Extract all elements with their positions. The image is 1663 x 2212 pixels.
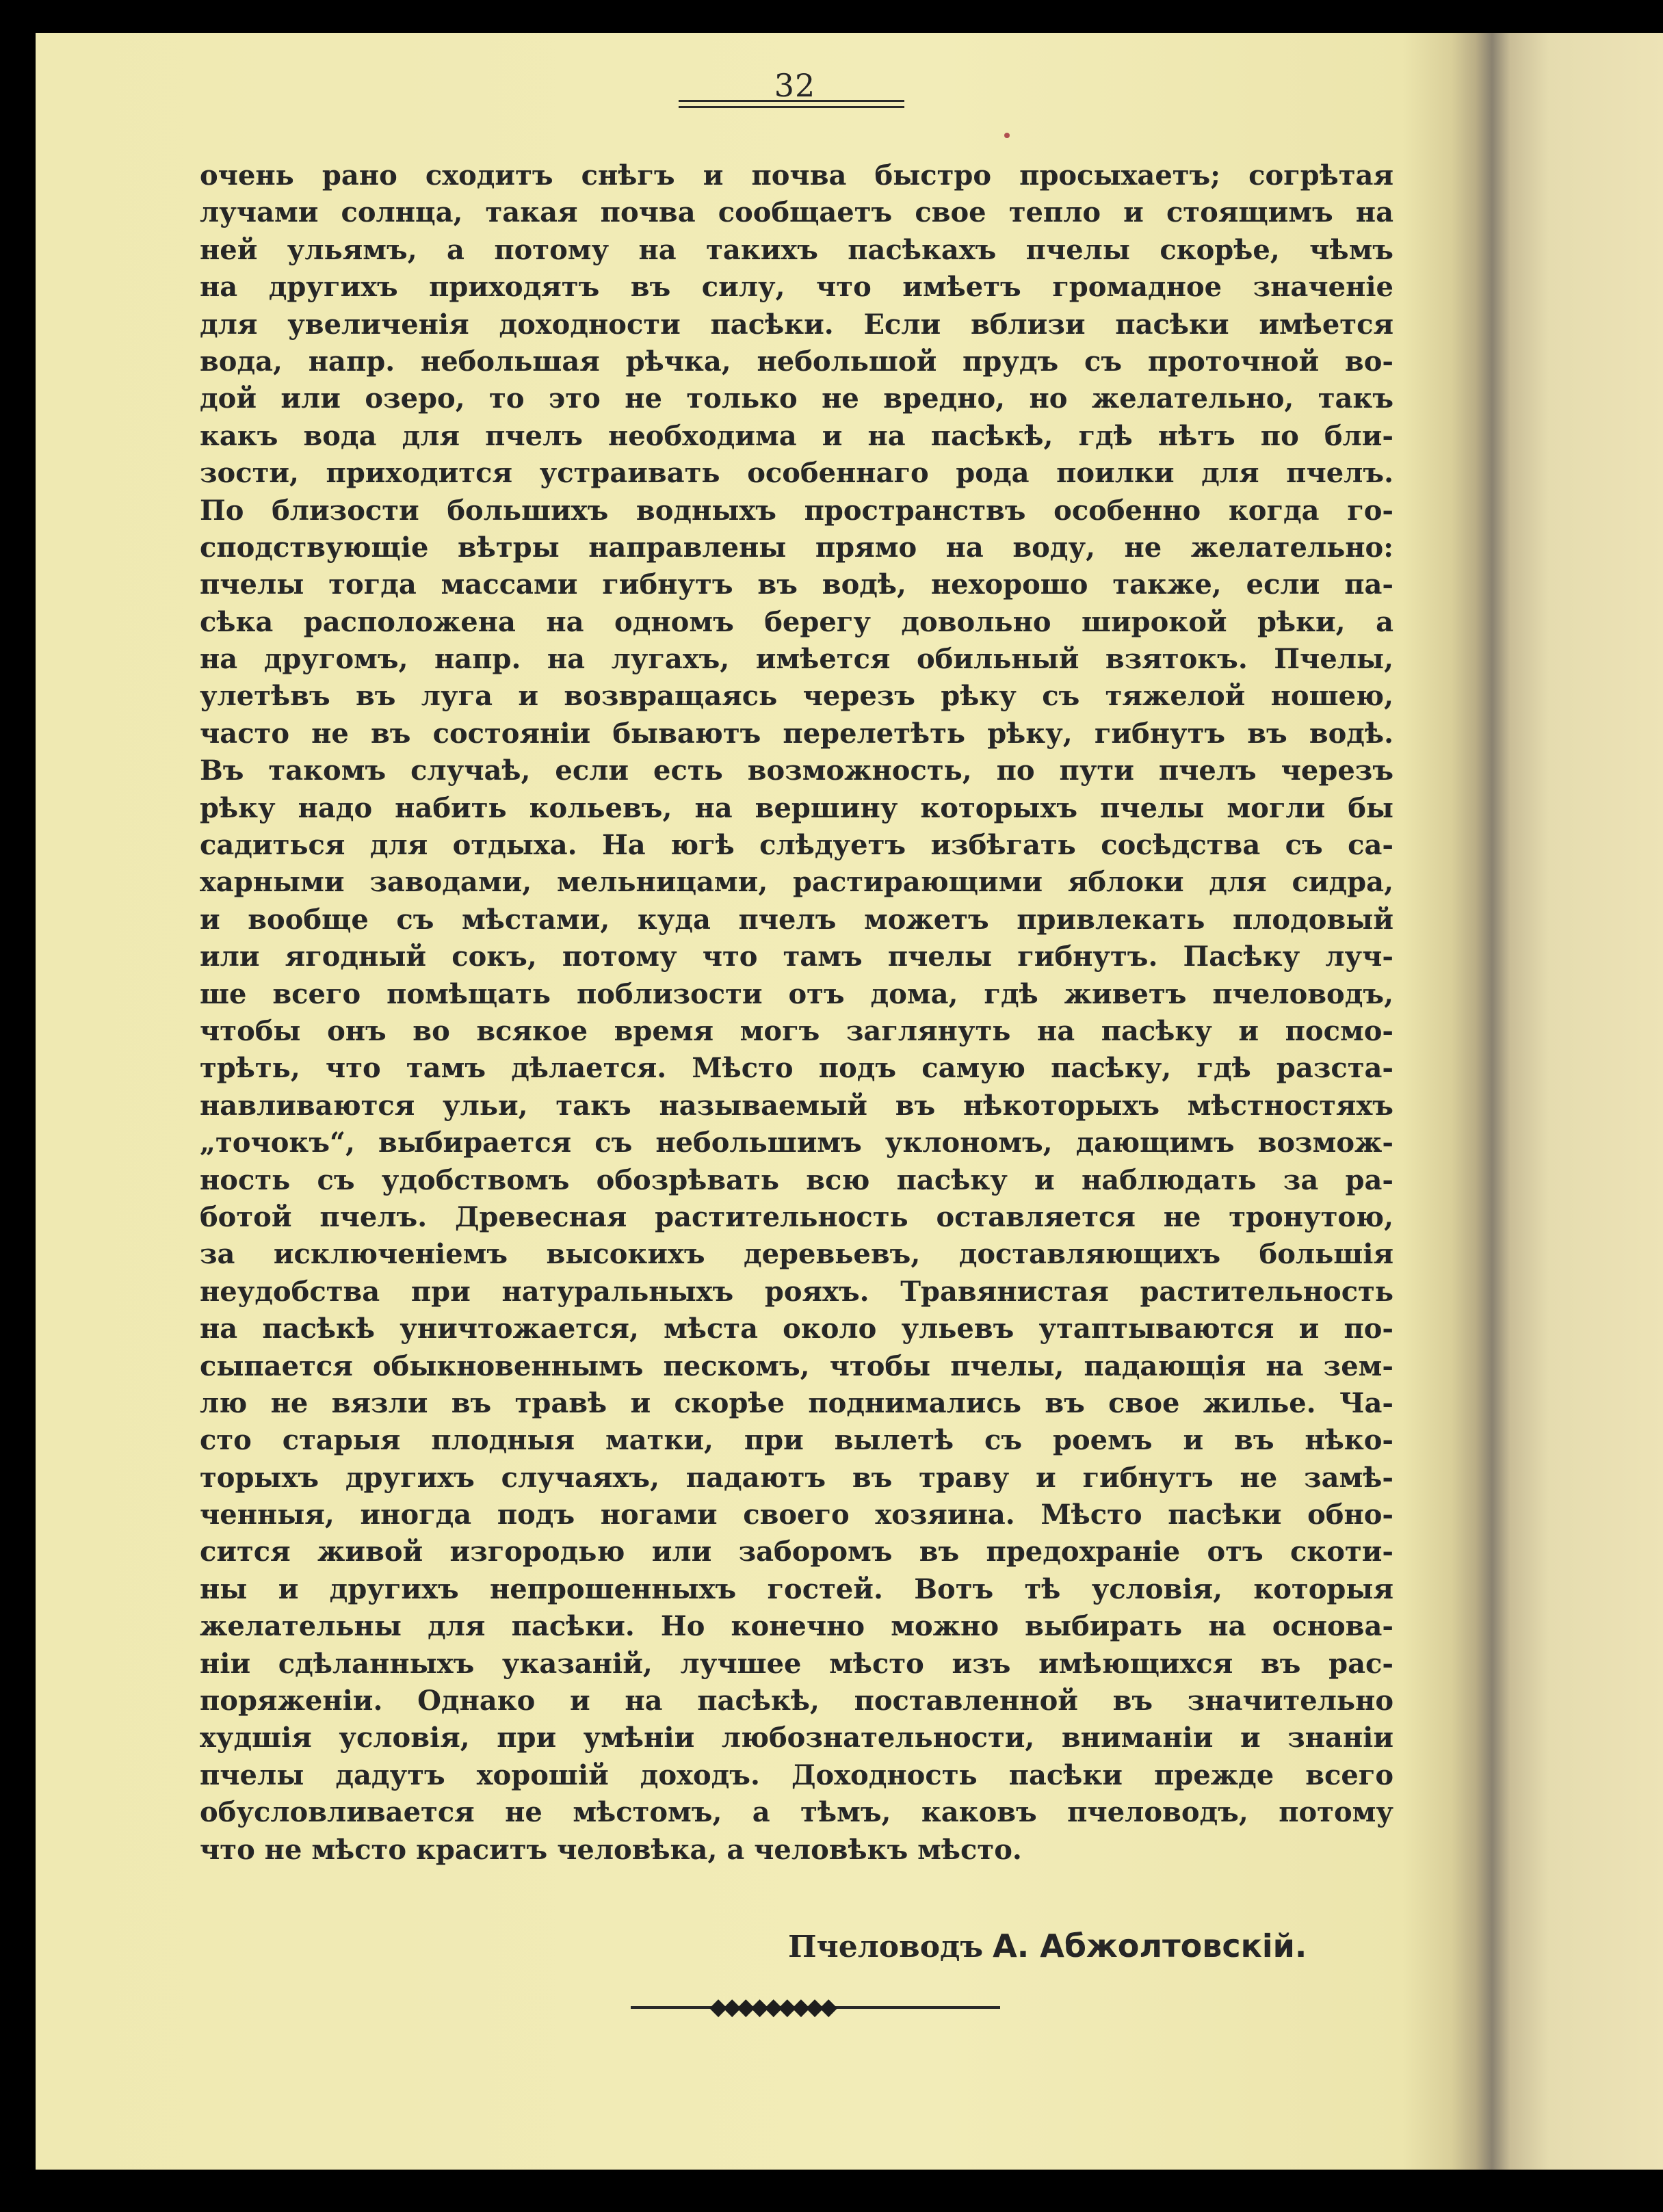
text-line: чтобы онъ во всякое время могъ заглянуть на пасѣку и посмо- [200, 1014, 1393, 1047]
text-line: ность съ удобствомъ обозрѣвать всю пасѣку и наблюдать за ра- [200, 1163, 1393, 1196]
text-line: лучами солнца, такая почва сообщаетъ свое тепло и стоящимъ на [200, 196, 1393, 229]
ink-speck [1004, 133, 1010, 138]
text-line: ны и другихъ непрошенныхъ гостей. Вотъ тѣ условія, которыя [200, 1572, 1393, 1605]
text-line: дой или озеро, то это не только не вредно, но желательно, такъ [200, 382, 1393, 415]
text-line: сится живой изгородью или заборомъ въ предохраніе отъ скоти- [200, 1536, 1393, 1568]
text-line: сто старыя плодныя матки, при вылетѣ съ роемъ и въ нѣко- [200, 1424, 1393, 1457]
article-text [200, 157, 1393, 1869]
text-line: что не мѣсто краситъ человѣка, а человѣкъ мѣсто. [200, 1833, 1022, 1866]
closing-ornament [631, 1993, 1000, 2020]
page-number: 32 [774, 67, 816, 104]
text-line: лю не вязли въ травѣ и скорѣе поднимались въ свое жилье. Ча- [200, 1386, 1393, 1419]
text-line: ботой пчелъ. Древесная растительность оставляется не тронутою, [200, 1200, 1393, 1233]
text-line: за исключеніемъ высокихъ деревьевъ, доставляющихъ большія [200, 1238, 1393, 1271]
text-line: зости, приходится устраивать особеннаго рода поилки для пчелъ. [200, 457, 1393, 490]
author-signature [788, 1927, 1307, 1964]
text-line: По близости большихъ водныхъ пространствъ особенно когда го- [200, 494, 1393, 527]
text-line: очень рано сходитъ снѣгъ и почва быстро просыхаетъ; согрѣтая [200, 159, 1393, 192]
text-line: пчелы тогда массами гибнутъ въ водѣ, нехорошо также, если па- [200, 568, 1393, 601]
text-line: пчелы дадутъ хорошій доходъ. Доходность пасѣки прежде всего [200, 1759, 1393, 1791]
text-line: торыхъ другихъ случаяхъ, падаютъ въ траву и гибнутъ не замѣ- [200, 1461, 1393, 1494]
text-line: ней ульямъ, а потому на такихъ пасѣкахъ пчелы скорѣе, чѣмъ [200, 233, 1393, 266]
text-line: часто не въ состояніи бываютъ перелетѣть рѣку, гибнутъ въ водѣ. [200, 717, 1393, 750]
text-line: ніи сдѣланныхъ указаній, лучшее мѣсто изъ имѣющихся въ рас- [200, 1647, 1393, 1680]
text-line: сподствующіе вѣтры направлены прямо на воду, не желательно: [200, 531, 1393, 564]
text-line: рѣку надо набить кольевъ, на вершину которыхъ пчелы могли бы [200, 791, 1393, 824]
text-line: харными заводами, мельницами, растирающими яблоки для сидра, [200, 866, 1393, 899]
text-line: ченныя, иногда подъ ногами своего хозяина. Мѣсто пасѣки обно- [200, 1499, 1393, 1531]
text-line: „точокъ“, выбирается съ небольшимъ уклономъ, дающимъ возмож- [200, 1127, 1393, 1159]
header-rule [679, 100, 904, 108]
ornament-diamonds: ◆◆◆◆◆◆◆◆◆ [709, 1993, 834, 2020]
text-line: сыпается обыкновеннымъ пескомъ, чтобы пчелы, падающія на зем- [200, 1349, 1393, 1382]
text-line: ше всего помѣщать поблизости отъ дома, гдѣ живетъ пчеловодъ, [200, 977, 1393, 1010]
text-line: вода, напр. небольшая рѣчка, небольшой прудъ съ проточной во- [200, 345, 1393, 378]
text-line: поряженіи. Однако и на пасѣкѣ, поставленной въ значительно [200, 1685, 1393, 1717]
text-line: трѣть, что тамъ дѣлается. Мѣсто подъ самую пасѣку, гдѣ разста- [200, 1052, 1393, 1085]
text-line: сѣка расположена на одномъ берегу довольно широкой рѣки, а [200, 605, 1393, 638]
text-line: или ягодный сокъ, потому что тамъ пчелы гибнутъ. Пасѣку луч- [200, 940, 1393, 973]
text-line: на другихъ приходятъ въ силу, что имѣетъ громадное значеніе [200, 271, 1393, 304]
text-line: на другомъ, напр. на лугахъ, имѣется обильный взятокъ. Пчелы, [200, 643, 1393, 676]
text-line: на пасѣкѣ уничтожается, мѣста около ульевъ утаптываются и по- [200, 1313, 1393, 1345]
text-line: неудобства при натуральныхъ рояхъ. Травянистая растительность [200, 1275, 1393, 1308]
text-line: улетѣвъ въ луга и возвращаясь черезъ рѣку съ тяжелой ношею, [200, 680, 1393, 713]
text-line: и вообще съ мѣстами, куда пчелъ можетъ привлекать плодовый [200, 903, 1393, 936]
text-line: желательны для пасѣки. Но конечно можно выбирать на основа- [200, 1610, 1393, 1643]
text-line: садиться для отдыха. На югѣ слѣдуетъ избѣгать сосѣдства съ са- [200, 829, 1393, 862]
text-line: обусловливается не мѣстомъ, а тѣмъ, каковъ пчеловодъ, потому [200, 1796, 1393, 1829]
book-page [36, 33, 1663, 2170]
text-line: худшія условія, при умѣніи любознательности, вниманіи и знаніи [200, 1722, 1393, 1754]
author-title: Пчеловодъ [788, 1930, 984, 1964]
text-line: какъ вода для пчелъ необходима и на пасѣкѣ, гдѣ нѣтъ по бли- [200, 419, 1393, 452]
text-line: навливаются ульи, такъ называемый въ нѣкоторыхъ мѣстностяхъ [200, 1089, 1393, 1122]
text-line: для увеличенія доходности пасѣки. Если вблизи пасѣки имѣется [200, 308, 1393, 341]
text-line: Въ такомъ случаѣ, если есть возможность, по пути пчелъ черезъ [200, 754, 1393, 787]
author-name: А. Абжолтовскій. [993, 1927, 1307, 1964]
